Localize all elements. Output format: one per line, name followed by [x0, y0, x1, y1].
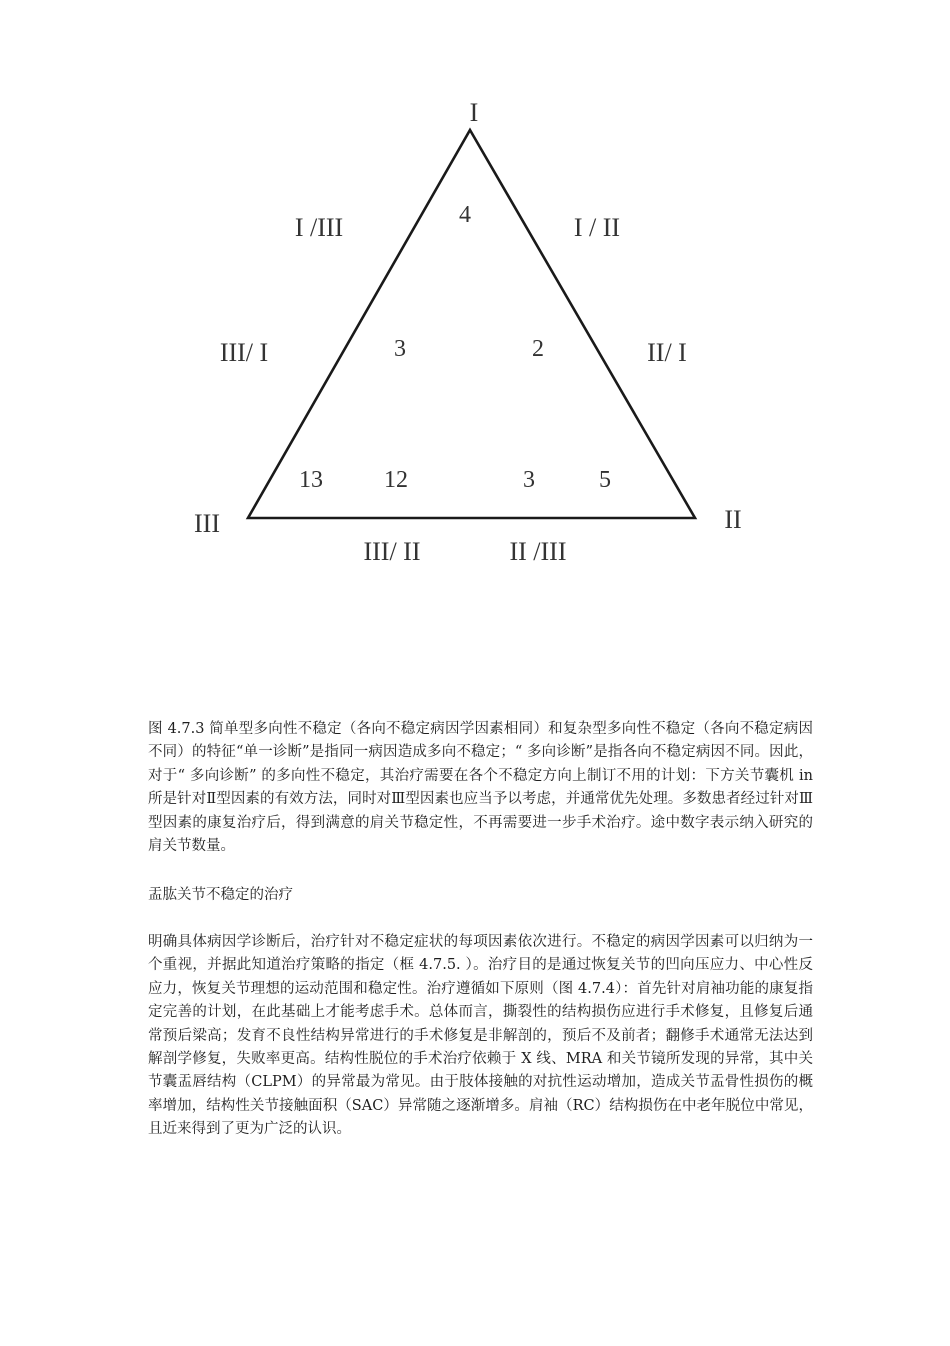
vertex-label-top: I: [469, 98, 479, 127]
region-value: 13: [299, 467, 323, 493]
region-value: 2: [532, 336, 544, 362]
figure-caption: 图 4.7.3 简单型多向性不稳定（各向不稳定病因学因素相同）和复杂型多向性不稳定（各向不稳定病因不同）的特征“单一诊断”是指同一病因造成多向不稳定；“ 多向诊断”是指各向不稳定病因不同。因此，对于“ 多向诊断” 的多向性不稳定，其治疗需要在各个不稳定方向上制订不用的计划：下方关节囊机 in 所是针对Ⅱ型因素的有效方法，同时对Ⅲ型因素也应当予以考虑，并通常优先处理。多数患者经过针对Ⅲ型因素的康复治疗后，得到满意的肩关节稳定性，不再需要进一步手术治疗。途中数字表示纳入研究的肩关节数量。: [148, 721, 813, 855]
triangle-outline: [248, 130, 695, 518]
edge-label: I /III: [294, 213, 344, 242]
region-value: 5: [599, 467, 611, 493]
region-value: 3: [394, 336, 406, 362]
section-heading: 盂肱关节不稳定的治疗: [148, 887, 293, 903]
edge-label: II/ I: [647, 338, 687, 367]
edge-label: I / II: [573, 213, 621, 242]
vertex-label-left: III: [194, 509, 220, 538]
vertex-label-right: II: [724, 505, 742, 534]
edge-label: III/ I: [219, 338, 269, 367]
instability-triangle-diagram: [0, 0, 950, 640]
body-paragraph: 明确具体病因学诊断后，治疗针对不稳定症状的每项因素依次进行。不稳定的病因学因素可以归纳为一个重视，并据此知道治疗策略的指定（框 4.7.5. ）。治疗目的是通过恢复关节的凹向压应力、中心性反应力，恢复关节理想的运动范围和稳定性。治疗遵循如下原则（图 4.7.4）：首先针对肩袖功能的康复指定完善的计划，在此基础上才能考虑手术。总体而言，撕裂性的结构损伤应进行手术修复，且修复后通常预后梁高；发育不良性结构异常进行的手术修复是非解剖的，预后不及前者；翻修手术通常无法达到解剖学修复，失败率更高。结构性脱位的手术治疗依赖于 X 线、MRA 和关节镜所发现的异常，其中关节囊盂唇结构（CLPM）的异常最为常见。由于肢体接触的对抗性运动增加，造成关节盂骨性损伤的概率增加，结构性关节接触面积（SAC）异常随之逐渐增多。肩袖（RC）结构损伤在中老年脱位中常见，且近来得到了更为广泛的认识。: [148, 934, 813, 1138]
edge-label: II /III: [509, 537, 567, 566]
region-value: 3: [523, 467, 535, 493]
region-value: 4: [459, 202, 471, 228]
region-value: 12: [384, 467, 408, 493]
edge-label: III/ II: [363, 537, 421, 566]
